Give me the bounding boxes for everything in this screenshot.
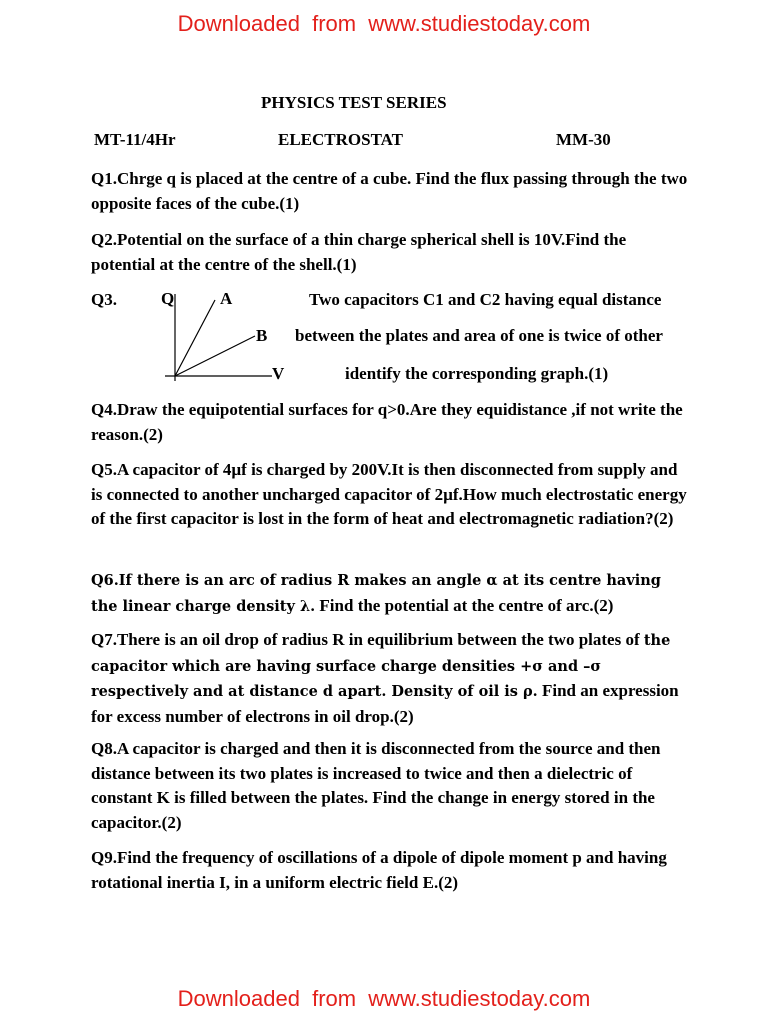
question-3-label: Q3. xyxy=(91,290,117,309)
question-6 xyxy=(91,568,691,619)
question-8-text: Q8.A capacitor is charged and then it is disconnected from the source and then distance between its two plates is increased to twice and then a dielectric of constant K is filled between the plates. Find the change in energy stored in the capacitor.(2) xyxy=(91,739,661,832)
question-2-text: Q2.Potential on the surface of a thin charge spherical shell is 10V.Find the potential at the centre of the shell.(1) xyxy=(91,230,627,274)
question-7-text xyxy=(91,628,691,729)
line-b-label: B xyxy=(256,326,268,345)
question-4-text: Q4.Draw the equipotential surfaces for q>0.Are they equidistance ,if not write the reason.(2) xyxy=(91,400,683,444)
question-9-text: Q9.Find the frequency of oscillations of a dipole of dipole moment p and having rotational inertia I, in a uniform electric field E.(2) xyxy=(91,848,667,892)
question-5-text: Q5.A capacitor of 4µf is charged by 200V.It is then disconnected from supply and is connected to another uncharged capacitor of 2µf.How much electrostatic energy of the first capacitor is lost in the form of heat and electromagnetic radiation?(2) xyxy=(91,460,687,528)
question-8 xyxy=(91,737,691,835)
question-1-text: Q1.Chrge q is placed at the centre of a cube. Find the flux passing through the two opposite faces of the cube.(1) xyxy=(91,169,688,213)
question-7-part-1: Q7.There is an oil drop of radius R in equilibrium between the two plates of xyxy=(91,630,644,649)
question-9 xyxy=(91,846,691,895)
question-3-text-line-3: identify the corresponding graph.(1) xyxy=(345,364,609,383)
question-3-text-line-2: between the plates and area of one is twice of other xyxy=(295,326,663,345)
graph-line-a xyxy=(175,300,215,376)
page-title: PHYSICS TEST SERIES xyxy=(261,93,447,112)
line-a-label: A xyxy=(220,289,233,308)
question-7 xyxy=(91,628,691,729)
question-5 xyxy=(91,458,691,532)
question-4 xyxy=(91,398,691,447)
download-banner-top: Downloaded from www.studiestoday.com xyxy=(177,11,591,36)
test-code: MT-11/4Hr xyxy=(94,130,176,149)
y-axis-label: Q xyxy=(161,289,175,308)
question-6-part-2: Find the potential at the centre of arc.(2) xyxy=(315,595,614,615)
download-banner-bottom: Downloaded from www.studiestoday.com xyxy=(177,986,591,1011)
x-axis-label: V xyxy=(272,364,285,383)
question-1 xyxy=(91,167,691,216)
question-7-part-2: the capacitor which are having surface charge densities +σ and –σ respectively and at distance d apart. Density of oil is ρ. xyxy=(91,632,671,700)
subject-name: ELECTROSTAT xyxy=(278,130,404,149)
question-6-text xyxy=(91,568,691,619)
graph-line-b xyxy=(175,336,255,376)
question-6-part-1: Q6.If there is an arc of radius R makes an angle α at its centre having the linear charge density λ. xyxy=(91,572,661,615)
q-v-graph-diagram xyxy=(160,286,290,386)
question-2 xyxy=(91,228,691,277)
question-3-text-line-1: Two capacitors C1 and C2 having equal distance xyxy=(309,290,662,309)
question-7-part-3: Find an expression for excess number of electrons in oil drop.(2) xyxy=(91,681,679,726)
max-marks: MM-30 xyxy=(556,130,611,149)
